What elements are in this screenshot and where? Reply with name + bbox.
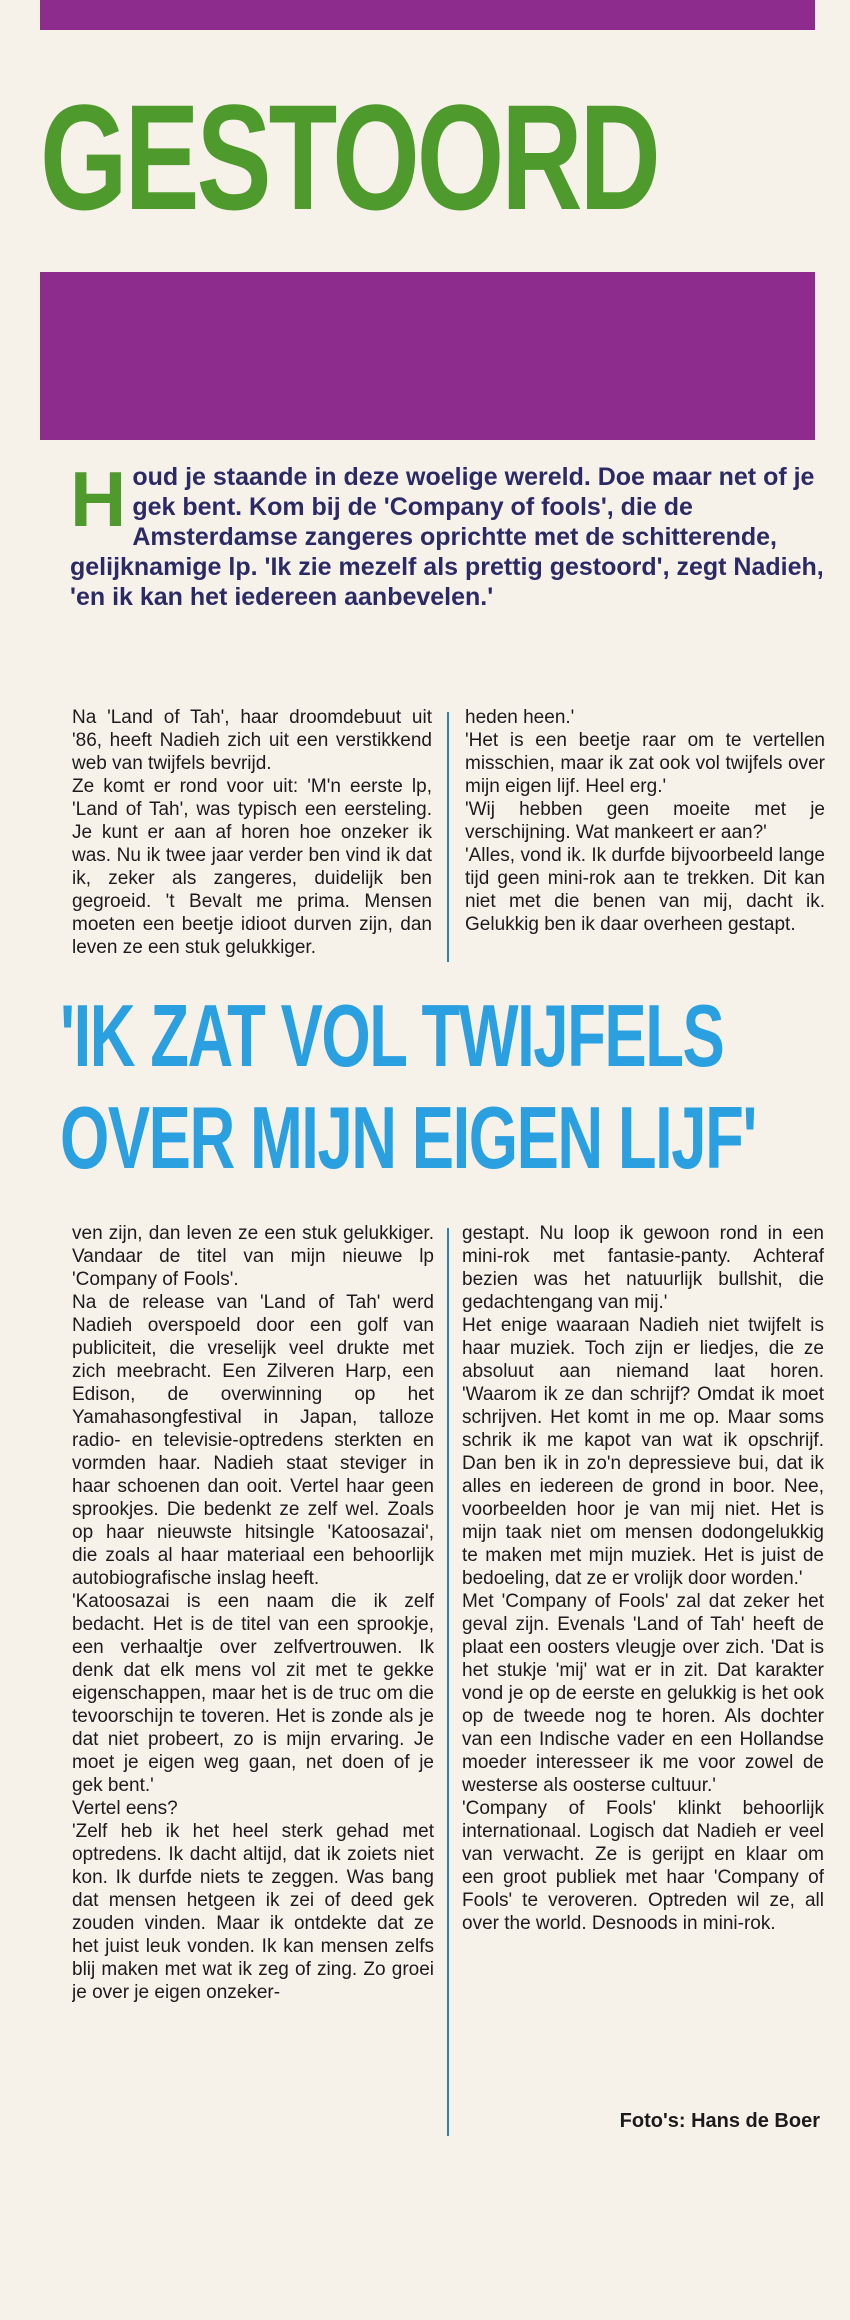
paragraph: Na de release van 'Land of Tah' werd Nadieh overspoeld door een golf van publiciteit, die vreselijk veel drukte met zich meebracht. Een Zilveren Harp, een Edison, de overwinning op het Yamahasongfestival in Japan, talloze radio- en televisie-optredens sterkten en vormden haar. Nadieh staat steviger in haar schoenen dan ooit. Vertel haar geen sprookjes. Die bedenkt ze zelf wel. Zoals op haar nieuwste hitsingle 'Katoosazai', die zoals al haar materiaal een behoorlijk autobiografische inslag heeft. bbox=[72, 1292, 434, 1589]
paragraph: Het enige waaraan Nadieh niet twijfelt is haar muziek. Toch zijn er liedjes, die ze absoluut aan niemand laat horen. 'Waarom ik ze dan schrijf? Omdat ik moet schrijven. Het komt in me op. Maar soms schrik ik me kapot van wat ik opschrijf. Dan ben ik in zo'n depressieve bui, dat ik alles en iedereen de grond in boor. Nee, voorbeelden hoor je van mij niet. Het is mijn taak niet om mensen dodongelukkig te maken met mijn muziek. Het is juist de bedoeling, dat ze er vrolijk door worden.' bbox=[462, 1315, 824, 1589]
paragraph: 'Company of Fools' klinkt behoorlijk internationaal. Logisch dat Nadieh er veel van verwacht. Ze is gerijpt en klaar om een groot publiek met haar 'Company of Fools' te veroveren. Optreden wil ze, all over the world. Desnoods in mini-rok. bbox=[462, 1798, 824, 1934]
paragraph: gestapt. Nu loop ik gewoon rond in een mini-rok met fantasie-panty. Achteraf bezien was het natuurlijk bullshit, die gedachtengang van mij.' bbox=[462, 1223, 824, 1313]
paragraph: 'Wij hebben geen moeite met je verschijning. Wat mankeert er aan?' bbox=[465, 799, 825, 843]
column-divider bbox=[447, 712, 449, 962]
paragraph: 'Katoosazai is een naam die ik zelf bedacht. Het is de titel van een sprookje, een verhaaltje over zelfvertrouwen. Ik denk dat elk mens vol zit met te gekke eigenschappen, maar het is de truc om die tevoorschijn te toveren. Het is zonde als je dat niet probeert, zo is mijn ervaring. Je moet je eigen weg gaan, net doen of je gek bent.' bbox=[72, 1591, 434, 1796]
headline-line-1: 'IK ZAT VOL TWIJFELS bbox=[60, 986, 724, 1085]
paragraph: Na 'Land of Tah', haar droomdebuut uit '86, heeft Nadieh zich uit een verstikkend web van twijfels bevrijd. bbox=[72, 707, 432, 774]
intro-paragraph bbox=[70, 455, 825, 612]
photo-credit: Foto's: Hans de Boer bbox=[619, 2110, 820, 2132]
intro-text: oud je staande in deze woelige wereld. Doe maar net of je gek bent. Kom bij de 'Company of fools', die de Amsterdamse zangeres oprichtte met de schitterende, gelijknamige lp. 'Ik zie mezelf als prettig gestoord', zegt Nadieh, 'en ik kan het iedereen aanbevelen.' bbox=[70, 463, 824, 611]
paragraph: ven zijn, dan leven ze een stuk gelukkiger. Vandaar de titel van mijn nieuwe lp 'Company of Fools'. bbox=[72, 1223, 434, 1290]
paragraph: Ze komt er rond voor uit: 'M'n eerste lp, 'Land of Tah', was typisch een eersteling. Je kunt er aan af horen hoe onzeker ik was. Nu ik twee jaar verder ben vind ik dat ik, zeker als zangeres, duidelijk ben gegroeid. 't Bevalt me prima. Mensen moeten een beetje idioot durven zijn, dan leven ze een stuk gelukkiger. bbox=[72, 776, 432, 958]
paragraph: Vertel eens? bbox=[72, 1798, 178, 1819]
paragraph: Met 'Company of Fools' zal dat zeker het geval zijn. Evenals 'Land of Tah' heeft de plaat een oosters vleugje over zich. 'Dat is het stukje 'mij' wat er in zit. Dat karakter vond je op de eerste en gelukkig is het ook op de tweede nog te horen. Als dochter van een Indische vader en een Hollandse moeder interesseer ik me voor zowel de westerse als oosterse cultuur.' bbox=[462, 1591, 824, 1796]
paragraph: 'Zelf heb ik het heel sterk gehad met optredens. Ik dacht altijd, dat ik zoiets niet kon. Ik durfde niets te zeggen. Was bang dat mensen hetgeen ik zei of deed gek zouden vinden. Maar ik ontdekte dat ze het juist leuk vonden. Ik kan mensen zelfs blij maken met wat ik zeg of zing. Zo groei je over je eigen onzeker- bbox=[72, 1821, 434, 2003]
purple-banner bbox=[40, 272, 815, 440]
upper-left-column bbox=[72, 706, 432, 966]
headline-line-2: OVER MIJN EIGEN LIJF' bbox=[60, 1088, 756, 1187]
drop-cap: H bbox=[70, 455, 127, 543]
column-divider bbox=[447, 1228, 449, 2136]
paragraph: heden heen.' bbox=[465, 707, 575, 728]
top-color-band bbox=[40, 0, 815, 30]
paragraph: 'Het is een beetje raar om te vertellen misschien, maar ik zat ook vol twijfels over mijn eigen lijf. Heel erg.' bbox=[465, 730, 825, 797]
article-title: GESTOORD bbox=[40, 73, 658, 241]
pull-quote-headline bbox=[60, 985, 838, 1189]
paragraph: 'Alles, vond ik. Ik durfde bijvoorbeeld lange tijd geen mini-rok aan te trekken. Dit kan niet met die benen van mij, dacht ik. Gelukkig ben ik daar overheen gestapt. bbox=[465, 845, 825, 935]
lower-left-column bbox=[72, 1222, 434, 2142]
lower-right-column bbox=[462, 1222, 824, 2102]
upper-right-column bbox=[465, 706, 825, 966]
